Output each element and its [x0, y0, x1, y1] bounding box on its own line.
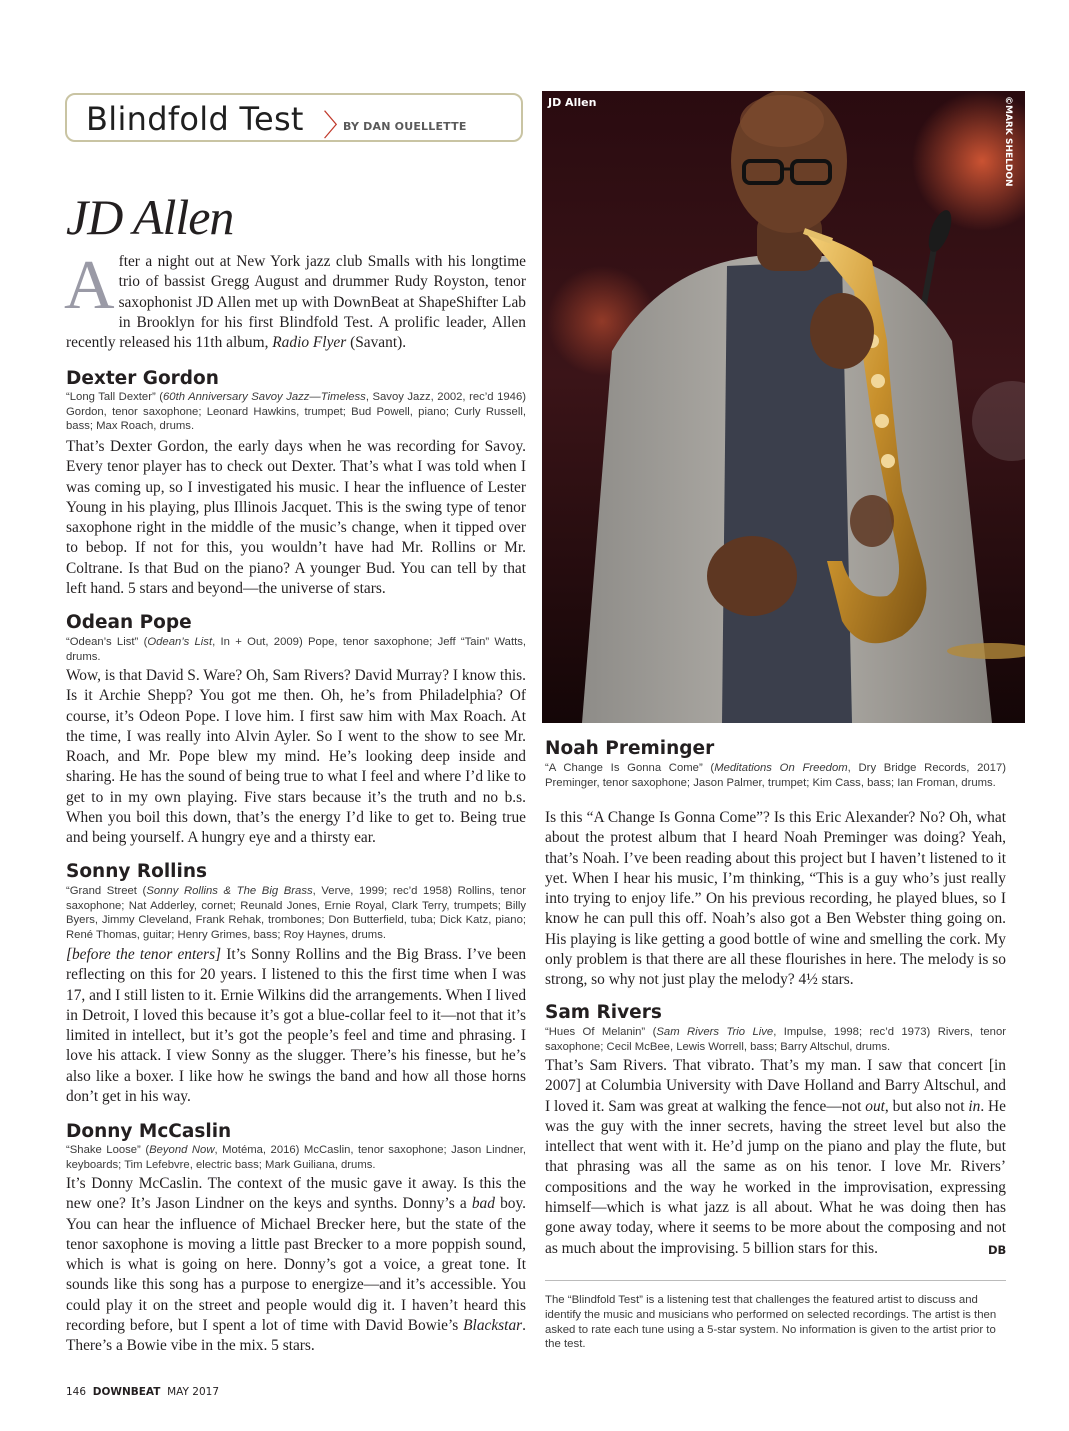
review-album-title: Blackstar [463, 1317, 523, 1335]
column-title: Blindfold Test [86, 100, 304, 138]
credits-text: , In + Out, 2009) Pope, tenor saxophone; Jeff “Tain” Watts, drums. [66, 636, 527, 663]
review-text: boy. You can hear the influence of Michael Brecker here, but the state of the tenor saxophone is moving a little past Brecker to a more poppish sound, which is what is going on here. Donny’s got a voice, a great tone. It sounds like this song has a purpose to energize—and it’s accessible. You could play it on the street and people would dig it. I haven’t heard this recording before, but I spent a lot of time with David Bowie’s [66, 1195, 526, 1335]
note-divider [545, 1280, 1006, 1281]
credits-album: 60th Anniversary Savoy Jazz—Timeless [163, 391, 366, 403]
review-dexter-gordon: That’s Dexter Gordon, the early days when he was recording for Savoy. Every tenor player has to check out Dexter. That’s what I was told when I was coming up, so I investigated his music. I hear the influence of Lester Young in his playing, plus Illinois Jacquet. This is the swing type of tenor saxophone right in the middle of the music’s change, when it tipped over to bebop. If not for this, you wouldn’t have had Mr. Rollins or Mr. Coltrane. Is that Bud on the piano? A younger Bud. You can tell by that left hand. 5 stars and beyond—the universe of stars. [66, 438, 526, 598]
credits-text: “Odean’s List” ( [66, 636, 148, 648]
credits-text: “Shake Loose” ( [66, 1144, 150, 1156]
credits-text: “A Change Is Gonna Come” ( [545, 762, 715, 774]
credits-text: , Motéma, 2016) McCaslin, tenor saxophone; Jason Lindner, keyboards; Tim Lefebvre, electric bass; Mark Guiliana, drums. [66, 1144, 526, 1171]
review-text: , but also not [884, 1097, 969, 1115]
credits-text: “Hues Of Melanin” ( [545, 1026, 657, 1038]
section-heading-sam-rivers: Sam Rivers [545, 1002, 662, 1023]
credits-album: Odean’s List [147, 636, 213, 648]
credits-text: , Verve, 1999; rec’d 1958) Rollins, tenor saxophone; Nat Adderley, cornet; Reunald Jones, Ernie Royal, Clark Terry, trumpets; Billy Byers, Jimmy Cleveland, Frank Rehak, trombones; Don Butterfield, tuba; Dick Katz, piano; René Thomas, guitar; Henry Grimes, bass; Roy Haynes, drums. [66, 885, 527, 941]
credits-odean-pope [66, 635, 526, 664]
dropcap: A [64, 247, 115, 324]
credits-text: , Impulse, 1998; rec’d 1973) Rivers, tenor saxophone; Cecil McBee, Lewis Worrell, bass; Barry Altschul, drums. [545, 1026, 1007, 1053]
review-emphasis: in [968, 1097, 981, 1115]
credits-text: , Savoy Jazz, 2002, rec’d 1946) Gordon, tenor saxophone; Leonard Hawkins, trumpet; Bud Powell, piano; Curly Russell, bass; Max Roach, drums. [66, 391, 526, 433]
review-emphasis: bad [471, 1195, 495, 1213]
intro-text-end: (Savant). [346, 334, 407, 352]
review-text: That’s Sam Rivers. That vibrato. That’s my man. I saw that concert [in 2007] at Columbia University with Dave Holland and Barry Altschul, and I loved it. Sam was great at walking the fence—not [545, 1057, 1006, 1115]
credits-text: “Grand Street ( [66, 885, 147, 897]
credits-sam-rivers [545, 1025, 1006, 1054]
intro-album: Radio Flyer [272, 334, 347, 352]
review-sam-rivers [545, 1056, 1006, 1259]
review-text: It’s Donny McCaslin. The context of the music gave it away. Is this the new one? It’s Jason Lindner on the keys and synths. Donny’s a [66, 1175, 526, 1213]
section-heading-odean-pope: Odean Pope [66, 612, 192, 633]
saxophonist-illustration [542, 91, 1025, 723]
review-donny-mccaslin [66, 1174, 526, 1357]
photo-credit-text: ©MARK SHELDON [1003, 96, 1013, 187]
credits-donny-mccaslin [66, 1143, 526, 1172]
section-heading-donny-mccaslin: Donny McCaslin [66, 1121, 232, 1142]
section-heading-sonny-rollins: Sonny Rollins [66, 861, 208, 882]
page-title: JD Allen [66, 189, 234, 245]
credits-album: Sam Rivers Trio Live [656, 1026, 774, 1038]
magazine-name: DOWNBEAT [92, 1386, 161, 1398]
blindfold-test-note: The “Blindfold Test” is a listening test that challenges the featured artist to discuss and identify the music and musicians who performed on selected recordings. The artist is then asked to rate each tune using a 5-star system. No information is given to the artist prior to the test. [545, 1294, 997, 1351]
issue-date: MAY 2017 [167, 1386, 219, 1398]
review-emphasis: out [865, 1097, 885, 1115]
credits-dexter-gordon [66, 390, 526, 434]
byline: BY DAN OUELLETTE [343, 120, 467, 133]
page-footer [66, 1386, 219, 1398]
stage-direction: [before the tenor enters] [66, 946, 222, 963]
photo-caption: JD Allen [548, 96, 597, 109]
review-sonny-rollins [66, 945, 526, 1107]
credits-album: Sonny Rollins & The Big Brass [146, 885, 313, 897]
section-heading-dexter-gordon: Dexter Gordon [66, 368, 219, 389]
signoff-mark: DB [988, 1243, 1007, 1257]
intro-text: fter a night out at New York jazz club Smalls with his longtime trio of bassist Gregg August and drummer Rudy Royston, tenor saxophonist JD Allen met up with DownBeat at ShapeShifter Lab in Brooklyn for his first Blindfold Test. A prolific leader, Allen recently released his 11th album, [66, 253, 526, 352]
artist-photo [542, 91, 1025, 723]
credits-sonny-rollins [66, 884, 526, 942]
section-heading-noah-preminger: Noah Preminger [545, 738, 715, 759]
intro-paragraph [64, 247, 526, 353]
credits-album: Meditations On Freedom [714, 762, 848, 774]
credits-text: , Dry Bridge Records, 2017) Preminger, tenor saxophone; Jason Palmer, trumpet; Kim Cass, bass; Ian Froman, drums. [545, 762, 1006, 789]
credits-album: Beyond Now [149, 1144, 215, 1156]
review-odean-pope: Wow, is that David S. Ware? Oh, Sam Rivers? David Murray? I know this. Is it Archie Shepp? You got me then. Oh, he’s from Philadelphia? Of course, it’s Odeon Pope. I love him. I first saw him with Max Roach. At the time, I was really into Alvin Ayler. So I went to the show to see Mr. Roach, and Mr. Pope blew my mind. He’s looking deep inside and sharing. He has the sound of being true to what I feel and where I’d like to get to in my own playing. Five stars because it’s the truth and no b.s. When you boil this down, that’s the energy I’d like to get to. Being true and being yourself. A hungry eye and a thirsty ear. [66, 667, 527, 847]
photo-credit [1001, 96, 1015, 196]
page-number: 146 [66, 1386, 87, 1398]
review-noah-preminger: Is this “A Change Is Gonna Come”? Is this Eric Alexander? No? Oh, what about the protest album that I heard Noah Preminger was doing? Yeah, that’s Noah. I’ve been reading about this project but I haven’t listened to it yet. When I hear his music, I’m thinking, “This is a guy who’s just really into trying to enjoy life.” On his previous recording, he played blues, so I know he can pull this off. Noah’s also got a Ben Webster thing going on. His playing is like getting a good bottle of wine and smelling the cork. My only problem is that there are all these flourishes in here. The melody is so strong, so why not just play the melody? 4½ stars. [545, 809, 1006, 989]
credits-noah-preminger [545, 761, 1006, 790]
review-text: It’s Sonny Rollins and the Big Brass. I’ve been reflecting on this for 20 years. I listened to this the first time when I was 17, and I still listen to it. Ernie Wilkins did the arrangements. When I lived in Detroit, I loved this because it’s got a blue-collar feel to it—not that it’s limited in intellect, but it’s got the people’s feel and time and phrasing. I love his attack. I view Sonny as the slugger. There’s his finesse, but he’s also like a boxer. I like how he swings the band and how all those horns don’t get in his way. [66, 946, 527, 1106]
review-text: . There’s a Bowie vibe in the mix. 5 stars. [66, 1317, 526, 1355]
review-text: . He was the guy with the inner secrets, having the street level but also the intellect that went with it. He’d jump on the piano and play the flute, but that phrasing was all the same as on his tenor. I love Mr. Rivers’ compositions and the way he worked in the improvisation, expressing himself—which is what jazz is all about. What he was doing then has gone away today, where it seems to be more about the composing and not as much about the improvising. 5 billion stars for this. [545, 1097, 1006, 1257]
chevron-right-icon: 〉 [323, 109, 353, 144]
credits-text: “Long Tall Dexter” ( [66, 391, 164, 403]
